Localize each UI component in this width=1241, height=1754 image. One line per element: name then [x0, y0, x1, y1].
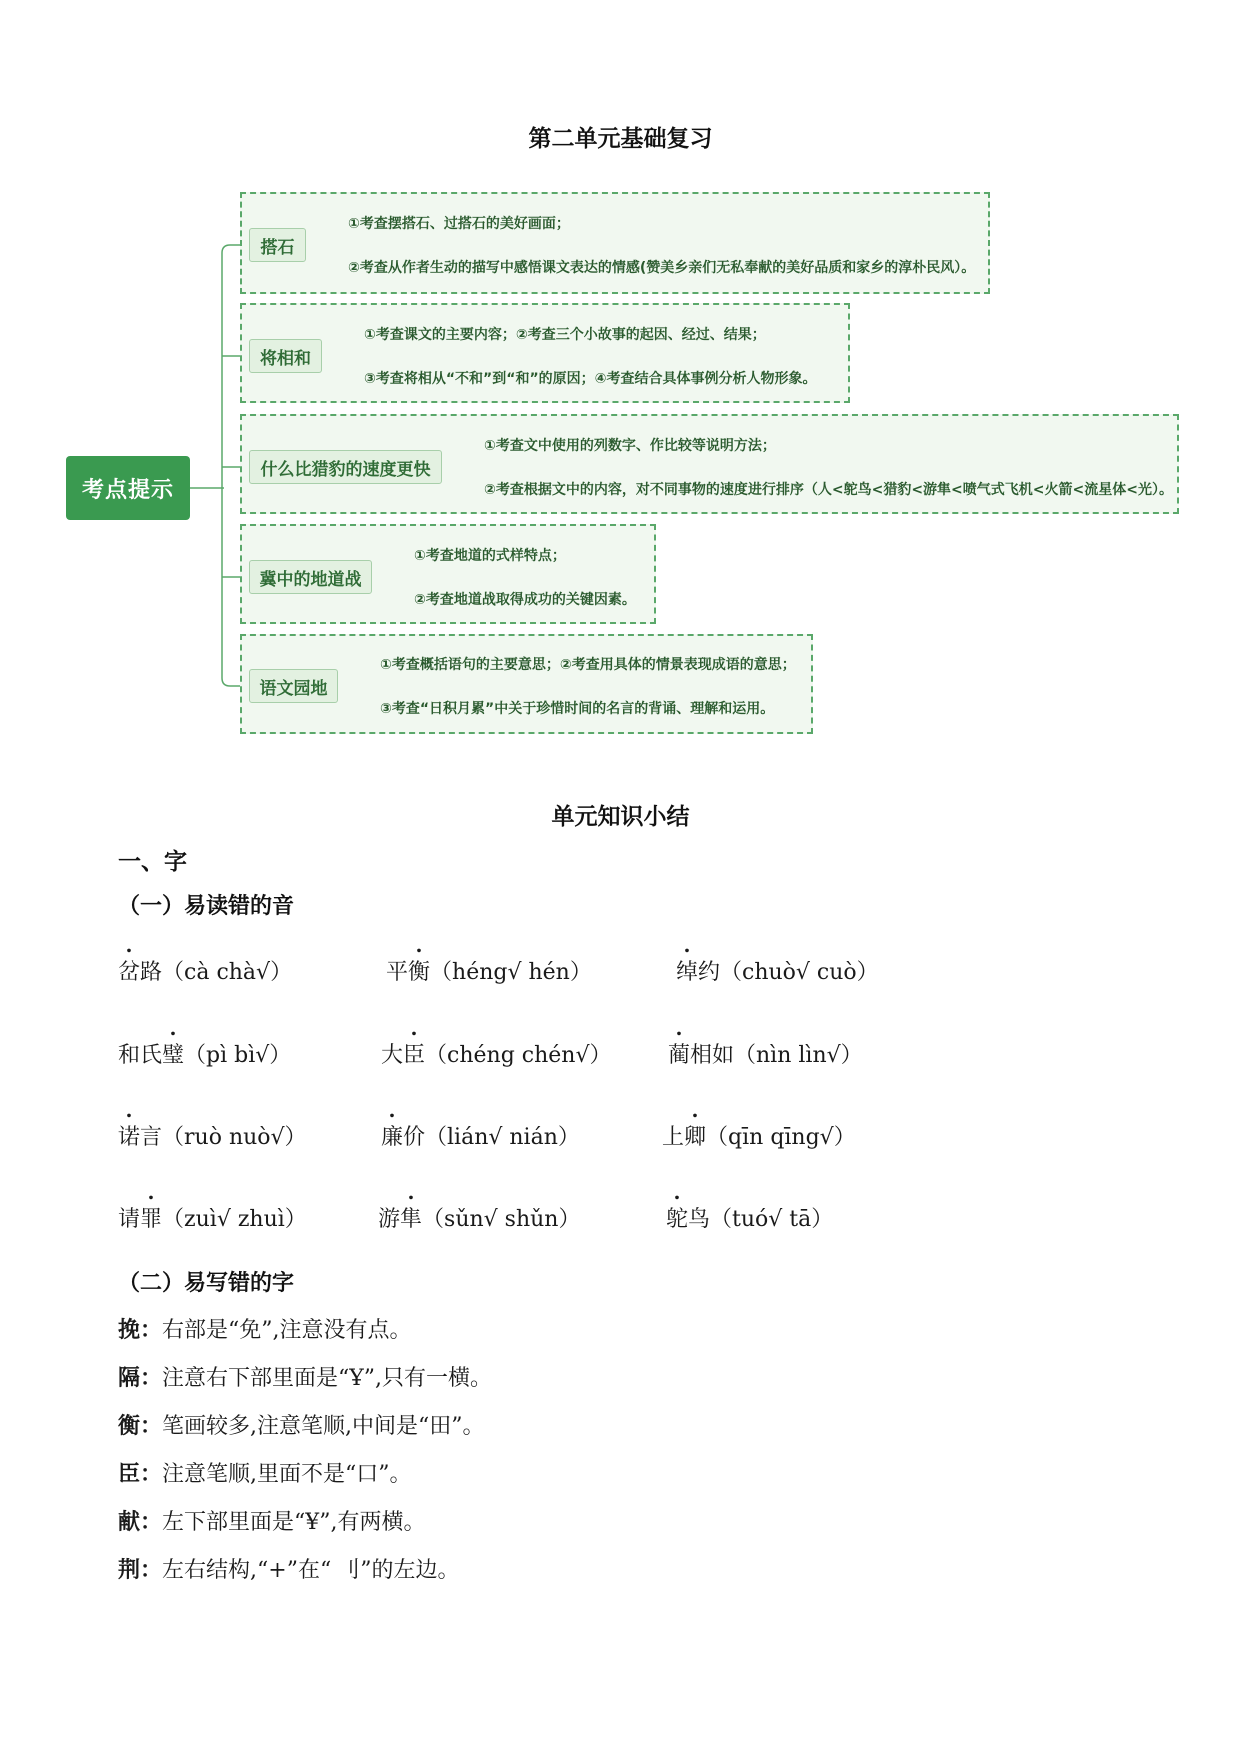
point: ③考查将相从“不和”到“和”的原因；④考查结合具体事例分析人物形象。 — [364, 371, 817, 387]
pinyin-item: 请罪（zuì√ zhuì） — [118, 1207, 307, 1232]
pinyin-item: 上卿（qīn qīng√） — [662, 1125, 856, 1150]
pinyin-item: 岔路（cà chà√） — [118, 960, 293, 985]
pinyin-item: 廉价（lián√ nián） — [381, 1125, 580, 1150]
pinyin-item: 绰约（chuò√ cuò） — [676, 960, 879, 985]
pinyin-item: 诺言（ruò nuò√） — [118, 1125, 307, 1150]
word-item: 衡：笔画较多,注意笔顺,中间是“田”。 — [118, 1414, 485, 1439]
page-title: 第二单元基础复习 — [528, 126, 713, 152]
point: ①考查概括语句的主要意思；②考查用具体的情景表现成语的意思； — [380, 657, 796, 673]
topic-lieba: 什么比猎豹的速度更快 — [249, 450, 442, 484]
word-item: 臣：注意笔顺,里面不是“口”。 — [118, 1462, 412, 1487]
pinyin-item: 平衡（héng√ hén） — [386, 960, 592, 985]
pinyin-item: 蔺相如（nìn lìn√） — [668, 1043, 863, 1068]
topic-didaozhan: 冀中的地道战 — [249, 560, 372, 594]
word-item: 隔：注意右下部里面是“Ұ”,只有一横。 — [118, 1366, 493, 1391]
point: ①考查摆搭石、过搭石的美好画面； — [348, 216, 570, 232]
point: ③考查“日积月累”中关于珍惜时间的名言的背诵、理解和运用。 — [380, 701, 775, 717]
branch-group-1 — [240, 192, 990, 294]
word-item: 献：左下部里面是“¥”,有两横。 — [118, 1510, 426, 1535]
pinyin-item: 和氏璧（pì bì√） — [118, 1043, 292, 1068]
point: ①考查地道的式样特点； — [414, 548, 566, 564]
summary-title: 单元知识小结 — [551, 804, 690, 830]
word-item: 挽：右部是“免”,注意没有点。 — [118, 1318, 412, 1343]
point: ②考查地道战取得成功的关键因素。 — [414, 592, 636, 608]
word-item: 荆：左右结构,“+”在“ 刂”的左边。 — [118, 1558, 460, 1583]
point: ②考查从作者生动的描写中感悟课文表达的情感(赞美乡亲们无私奉献的美好品质和家乡的淳朴民风）。 — [348, 260, 976, 276]
topic-yuwenyuandi: 语文园地 — [249, 669, 338, 703]
point: ②考查根据文中的内容，对不同事物的速度进行排序（人<鸵鸟<猎豹<游隼<喷气式飞机<火箭<流星体<光）。 — [484, 482, 1173, 498]
point: ①考查课文的主要内容；②考查三个小故事的起因、经过、结果； — [364, 327, 766, 343]
subsection-heading: （二）易写错的字 — [118, 1271, 295, 1296]
section-heading: 一、字 — [118, 849, 187, 875]
pinyin-item: 大臣（chéng chén√） — [381, 1043, 612, 1068]
point: ①考查文中使用的列数字、作比较等说明方法； — [484, 438, 776, 454]
topic-jiangxianghe: 将相和 — [249, 339, 322, 373]
topic-dashi: 搭石 — [249, 228, 306, 262]
pinyin-item: 鸵鸟（tuó√ tā） — [666, 1207, 834, 1232]
pinyin-item: 游隼（sǔn√ shǔn） — [378, 1207, 581, 1232]
mindmap-root: 考点提示 — [66, 456, 190, 520]
subsection-heading: （一）易读错的音 — [118, 894, 295, 919]
branch-group-2 — [240, 303, 850, 403]
